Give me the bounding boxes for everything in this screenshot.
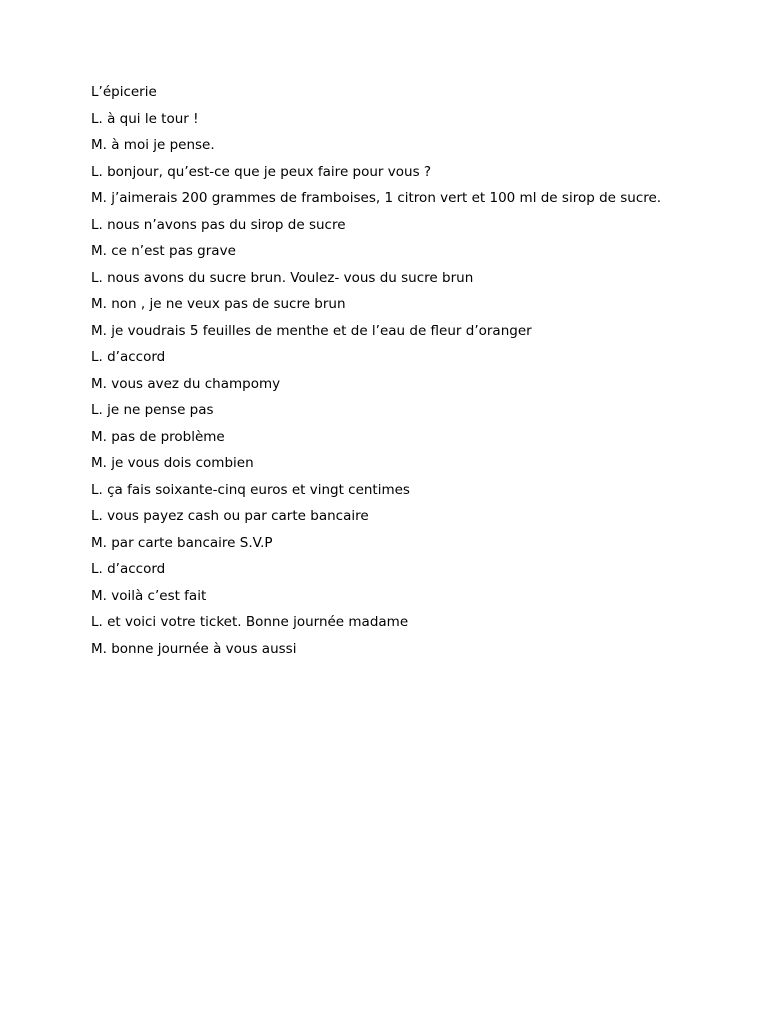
dialogue-line: M. je voudrais 5 feuilles de menthe et de l’eau de fleur d’oranger bbox=[91, 322, 532, 339]
document-title: L’épicerie bbox=[91, 84, 157, 100]
dialogue-line: L. ça fais soixante-cinq euros et vingt centimes bbox=[91, 481, 410, 498]
dialogue-line: M. par carte bancaire S.V.P bbox=[91, 534, 273, 551]
dialogue-line: M. j’aimerais 200 grammes de framboises, 1 citron vert et 100 ml de sirop de sucre. bbox=[91, 190, 662, 206]
dialogue-line: M. bonne journée à vous aussi bbox=[91, 640, 297, 657]
dialogue-line: M. vous avez du champomy bbox=[91, 375, 281, 392]
dialogue-line: L. je ne pense pas bbox=[91, 402, 214, 418]
dialogue-line: L. bonjour, qu’est-ce que je peux faire pour vous ? bbox=[91, 163, 432, 180]
dialogue-line: L. d’accord bbox=[91, 561, 166, 577]
document-body bbox=[91, 84, 663, 667]
dialogue-line: M. je vous dois combien bbox=[91, 455, 254, 471]
dialogue-line: L. et voici votre ticket. Bonne journée madame bbox=[91, 614, 409, 630]
dialogue-line: L. nous avons du sucre brun. Voulez- vous du sucre brun bbox=[91, 269, 474, 286]
dialogue-line: M. à moi je pense. bbox=[91, 137, 215, 153]
dialogue-line: L. à qui le tour ! bbox=[91, 110, 199, 127]
dialogue-line: M. non , je ne veux pas de sucre brun bbox=[91, 296, 346, 312]
dialogue-line: L. nous n’avons pas du sirop de sucre bbox=[91, 216, 346, 233]
dialogue-line: M. pas de problème bbox=[91, 428, 225, 445]
dialogue-line: L. vous payez cash ou par carte bancaire bbox=[91, 508, 369, 524]
dialogue-line: L. d’accord bbox=[91, 349, 166, 365]
dialogue-line: M. voilà c’est fait bbox=[91, 587, 207, 604]
dialogue-line: M. ce n’est pas grave bbox=[91, 243, 236, 259]
